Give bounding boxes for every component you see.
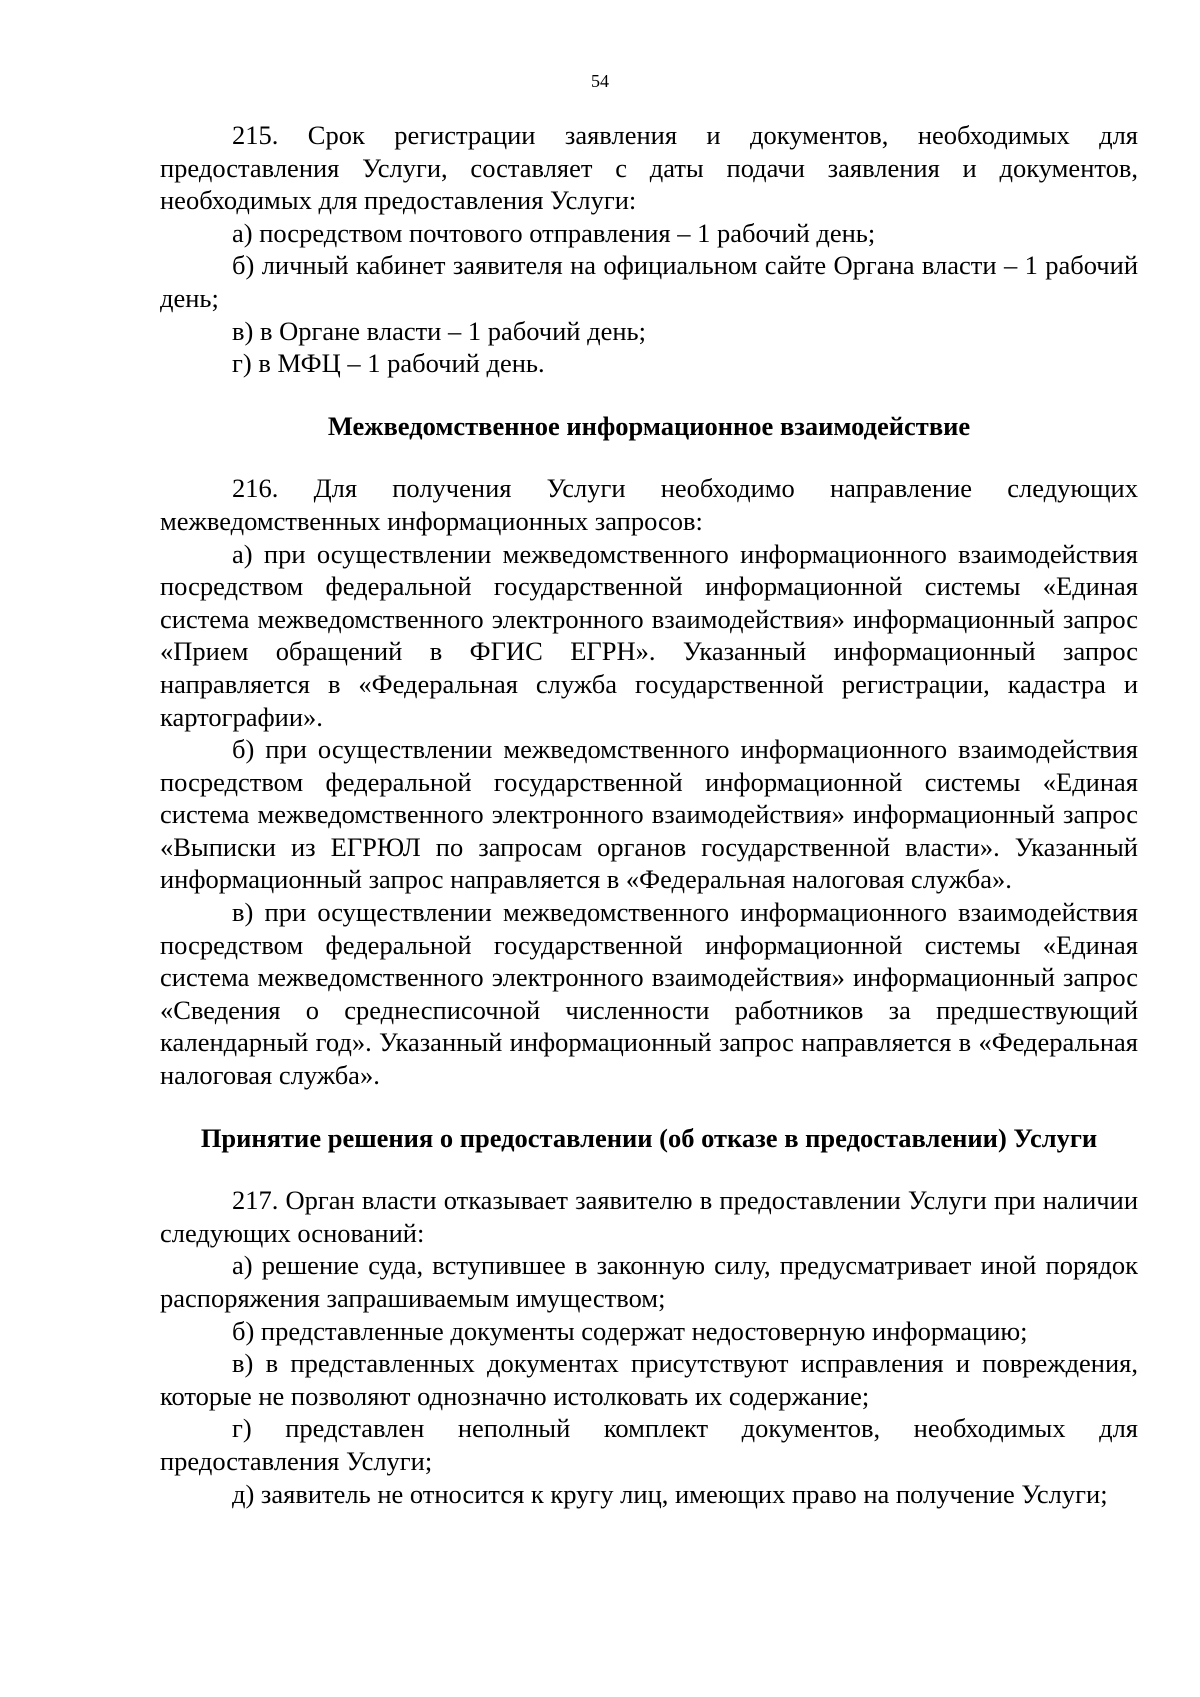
paragraph-217-item-b: б) представленные документы содержат недостоверную информацию; <box>232 1315 1028 1346</box>
paragraph-217-intro: 217. Орган власти отказывает заявителю в предоставлении Услуги при наличии следующих оснований: <box>160 1185 1138 1248</box>
paragraph-215-item-g: г) в МФЦ – 1 рабочий день. <box>232 348 545 379</box>
paragraph-215-item-a: а) посредством почтового отправления – 1 рабочий день; <box>232 217 876 248</box>
paragraph-216-item-b: б) при осуществлении межведомственного информационного взаимодействия посредством федеральной государственной информационной системы «Единая система межведомственного электронного взаимодействия» информационный запрос «Выписки из ЕГРЮЛ по запросам органов государственной власти». Указанный информационный запрос направляется в «Федеральная налоговая служба». <box>160 734 1138 895</box>
paragraph-217-item-g: г) представлен неполный комплект документов, необходимых для предоставления Услуги; <box>160 1413 1138 1476</box>
paragraph-215-item-v: в) в Органе власти – 1 рабочий день; <box>232 315 646 346</box>
paragraph-217-item-a: а) решение суда, вступившее в законную силу, предусматривает иной порядок распоряжения запрашиваемым имуществом; <box>160 1250 1138 1313</box>
paragraph-216-intro: 216. Для получения Услуги необходимо направление следующих межведомственных информационных запросов: <box>160 473 1138 536</box>
paragraph-215-item-b: б) личный кабинет заявителя на официальном сайте Органа власти – 1 рабочий день; <box>160 250 1138 313</box>
paragraph-216-item-a: а) при осуществлении межведомственного информационного взаимодействия посредством федеральной государственной информационной системы «Единая система межведомственного электронного взаимодействия» информационный запрос «Прием обращений в ФГИС ЕГРН». Указанный информационный запрос направляется в «Федеральная служба государственной регистрации, кадастра и картографии». <box>160 538 1138 732</box>
paragraph-215-intro: 215. Срок регистрации заявления и документов, необходимых для предоставления Услуги, составляет с даты подачи заявления и документов, необходимых для предоставления Услуги: <box>160 120 1138 216</box>
heading-decision: Принятие решения о предоставлении (об отказе в предоставлении) Услуги <box>200 1122 1098 1153</box>
paragraph-217-item-d: д) заявитель не относится к кругу лиц, имеющих право на получение Услуги; <box>232 1478 1108 1509</box>
page-number: 54 <box>591 71 609 91</box>
paragraph-217-item-v: в) в представленных документах присутствуют исправления и повреждения, которые не позволяют однозначно истолковать их содержание; <box>160 1348 1138 1411</box>
document-body <box>160 119 1138 1510</box>
paragraph-216-item-v: в) при осуществлении межведомственного информационного взаимодействия посредством федеральной государственной информационной системы «Единая система межведомственного электронного взаимодействия» информационный запрос «Сведения о среднесписочной численности работников за предшествующий календарный год». Указанный информационный запрос направляется в «Федеральная налоговая служба». <box>160 897 1138 1091</box>
heading-interagency-interaction: Межведомственное информационное взаимодействие <box>327 410 971 441</box>
